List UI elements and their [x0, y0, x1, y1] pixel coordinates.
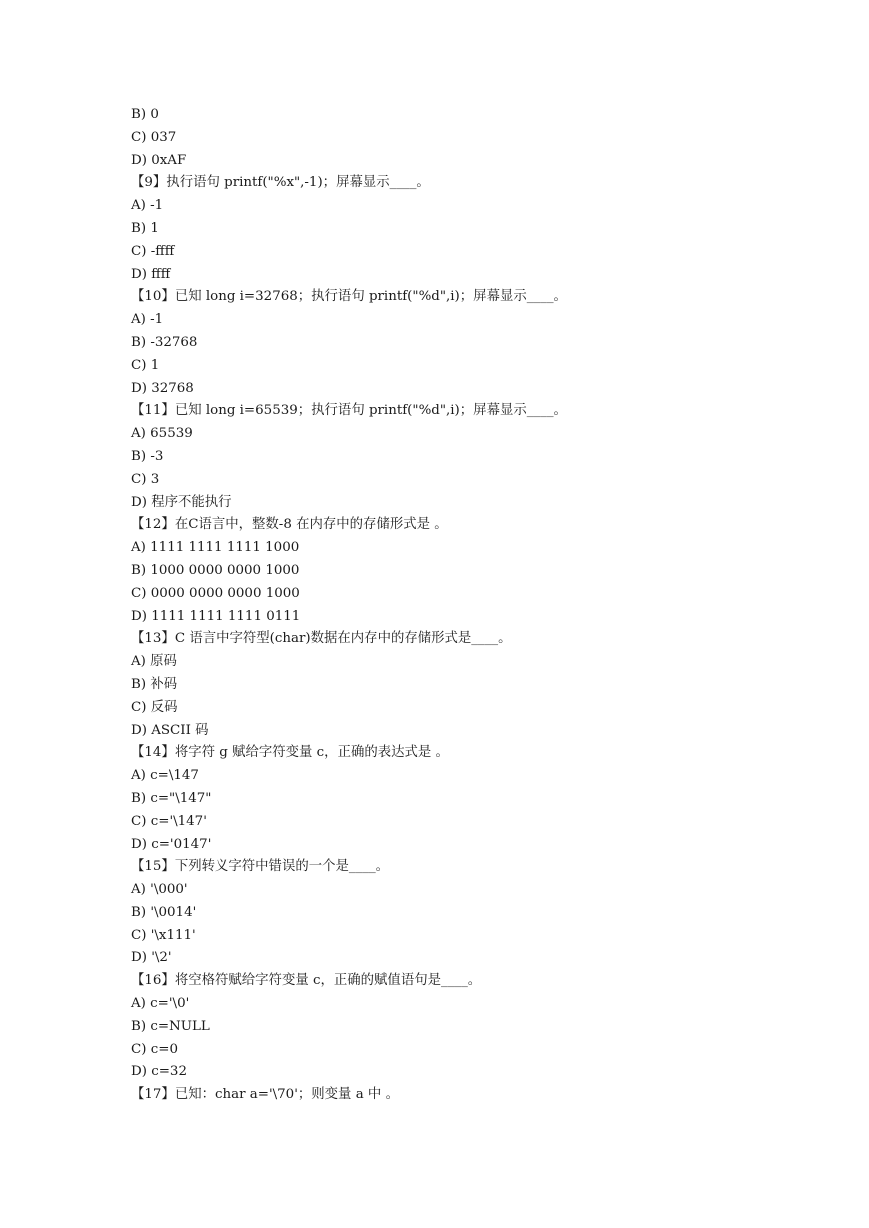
option-line: C) 3 — [131, 471, 160, 487]
option-line: C) '\x111' — [131, 927, 196, 943]
option-line: C) 037 — [131, 129, 177, 145]
option-line: A) c='\0' — [131, 996, 190, 1012]
question-line: 【11】已知 long i=65539；执行语句 printf("%d",i)；屏幕显示____。 — [131, 403, 567, 419]
option-line: A) 1111 1111 1111 1000 — [131, 540, 300, 556]
option-line: B) c=NULL — [131, 1018, 210, 1034]
question-line: 【16】将空格符赋给字符变量 c，正确的赋值语句是____。 — [131, 973, 482, 989]
option-line: D) 1111 1111 1111 0111 — [131, 608, 301, 624]
option-line: D) 程序不能执行 — [131, 494, 232, 510]
question-line: 【12】在C语言中，整数-8 在内存中的存储形式是 。 — [131, 517, 448, 533]
option-line: B) -32768 — [131, 334, 198, 350]
option-line: A) '\000' — [131, 882, 188, 898]
question-line: 【13】C 语言中字符型(char)数据在内存中的存储形式是____。 — [131, 631, 512, 647]
option-line: A) 65539 — [131, 426, 193, 442]
option-line: D) c=32 — [131, 1064, 187, 1080]
option-line: B) 0 — [131, 107, 159, 122]
question-line: 【17】已知：char a='\70'；则变量 a 中 。 — [131, 1087, 399, 1103]
option-line: D) 0xAF — [131, 152, 187, 168]
option-line: A) c=\147 — [131, 768, 199, 784]
option-line: B) 1 — [131, 220, 159, 236]
option-line: C) -ffff — [131, 243, 175, 259]
option-line: C) c=0 — [131, 1041, 178, 1057]
option-line: D) '\2' — [131, 950, 172, 966]
question-line: 【10】已知 long i=32768；执行语句 printf("%d",i)；屏幕显示____。 — [131, 289, 567, 305]
question-line: 【14】将字符 g 赋给字符变量 c，正确的表达式是 。 — [131, 745, 449, 761]
option-line: C) 反码 — [131, 699, 178, 715]
option-line: B) 1000 0000 0000 1000 — [131, 562, 300, 578]
option-line: D) ffff — [131, 266, 171, 282]
option-line: C) 0000 0000 0000 1000 — [131, 585, 300, 601]
option-line: C) 1 — [131, 357, 160, 373]
option-line: B) c="\147" — [131, 790, 212, 806]
option-line: B) '\0014' — [131, 904, 197, 920]
option-line: A) -1 — [131, 198, 164, 214]
option-line: D) ASCII 码 — [131, 722, 209, 738]
option-line: C) c='\147' — [131, 813, 207, 829]
option-line: D) 32768 — [131, 380, 194, 396]
question-line: 【15】下列转义字符中错误的一个是____。 — [131, 859, 390, 875]
option-line: A) 原码 — [131, 654, 177, 670]
document-page — [131, 104, 831, 1107]
option-line: D) c='0147' — [131, 836, 212, 852]
option-line: B) 补码 — [131, 676, 178, 692]
option-line: B) -3 — [131, 448, 164, 464]
question-line: 【9】执行语句 printf("%x",-1)；屏幕显示____。 — [131, 175, 430, 191]
option-line: A) -1 — [131, 312, 164, 328]
